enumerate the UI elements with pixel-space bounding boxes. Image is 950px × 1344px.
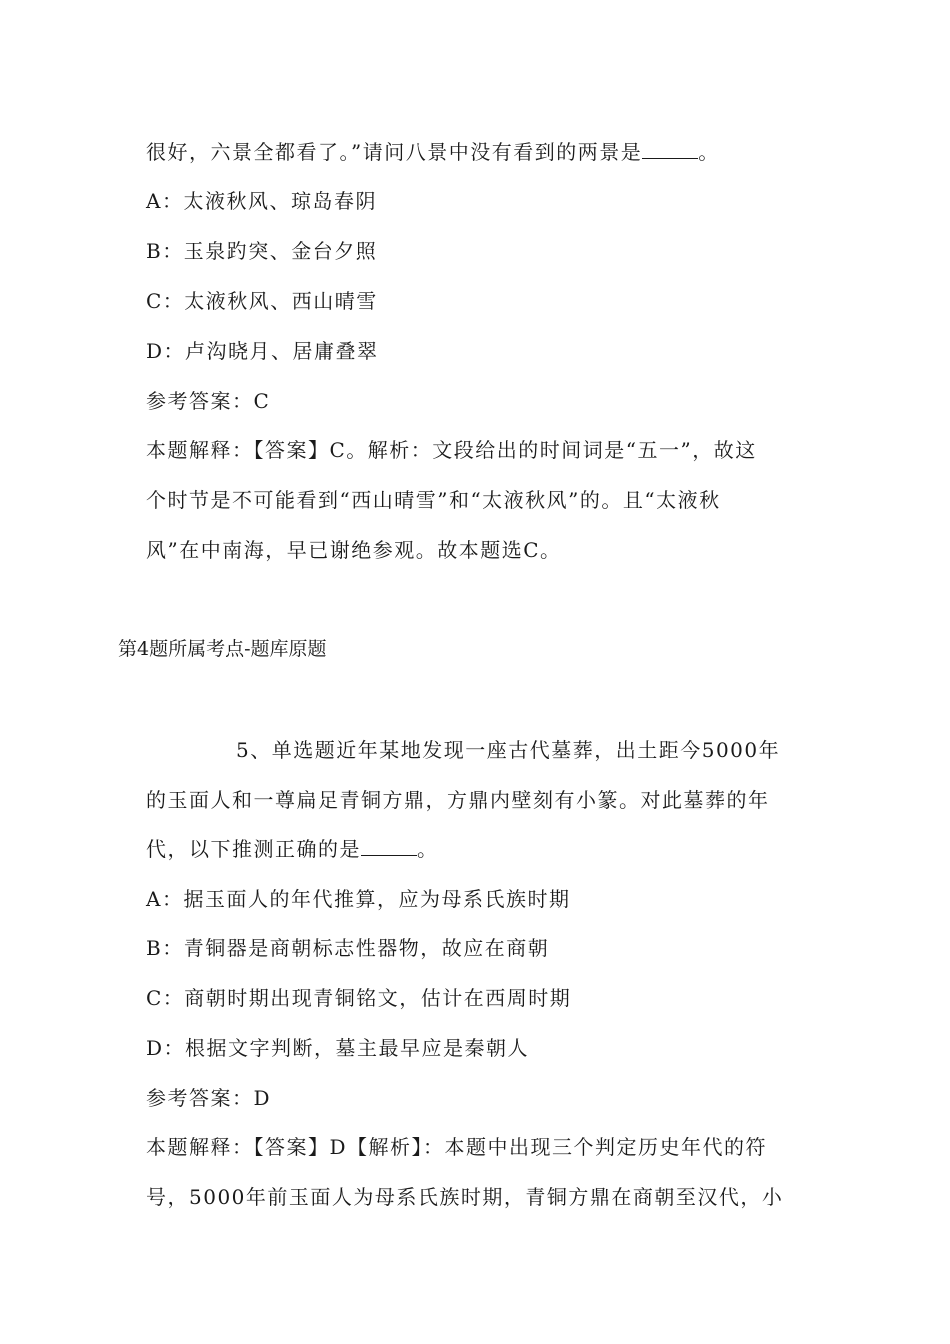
q5-explanation-line-2: 号，5000年前玉面人为母系氏族时期，青铜方鼎在商朝至汉代，小 (146, 1185, 784, 1209)
q4-explanation-line-3: 风”在中南海，早已谢绝参观。故本题选C。 (146, 538, 562, 562)
q4-option-b: B：玉泉趵突、金台夕照 (146, 239, 378, 263)
q5-stem-text: 代，以下推测正确的是 (146, 837, 361, 861)
q4-option-d: D：卢沟晓月、居庸叠翠 (146, 339, 379, 363)
q4-option-a: A：太液秋风、琼岛春阴 (146, 189, 377, 213)
q5-stem-line-3 (146, 836, 439, 862)
q5-option-d: D：根据文字判断，墓主最早应是秦朝人 (146, 1036, 530, 1060)
q4-stem-end: 。 (698, 140, 720, 164)
q4-stem-tail (146, 139, 720, 165)
q4-answer: 参考答案：C (146, 389, 271, 413)
answer-blank (361, 837, 417, 856)
answer-blank (642, 140, 698, 159)
q5-stem-line-2: 的玉面人和一尊扁足青铜方鼎，方鼎内壁刻有小篆。对此墓葬的年 (146, 788, 770, 812)
q5-answer: 参考答案：D (146, 1086, 272, 1110)
q5-option-c: C：商朝时期出现青铜铭文，估计在西周时期 (146, 986, 572, 1010)
q5-stem-line-1: 5、单选题近年某地发现一座古代墓葬，出土距今5000年 (236, 738, 781, 762)
q4-section-label: 第4题所属考点-题库原题 (118, 638, 327, 660)
q4-stem-text: 很好，六景全都看了。”请问八景中没有看到的两景是 (146, 140, 643, 164)
q4-explanation-line-2: 个时节是不可能看到“西山晴雪”和“太液秋风”的。且“太液秋 (146, 488, 721, 512)
q5-option-b: B：青铜器是商朝标志性器物，故应在商朝 (146, 936, 550, 960)
q4-option-c: C：太液秋风、西山晴雪 (146, 289, 378, 313)
q5-option-a: A：据玉面人的年代推算，应为母系氏族时期 (146, 887, 571, 911)
q5-stem-end: 。 (417, 837, 439, 861)
q5-explanation-line-1: 本题解释：【答案】D【解析】：本题中出现三个判定历史年代的符 (146, 1135, 768, 1159)
q4-explanation-line-1: 本题解释：【答案】C。解析：文段给出的时间词是“五一”，故这 (146, 438, 757, 462)
